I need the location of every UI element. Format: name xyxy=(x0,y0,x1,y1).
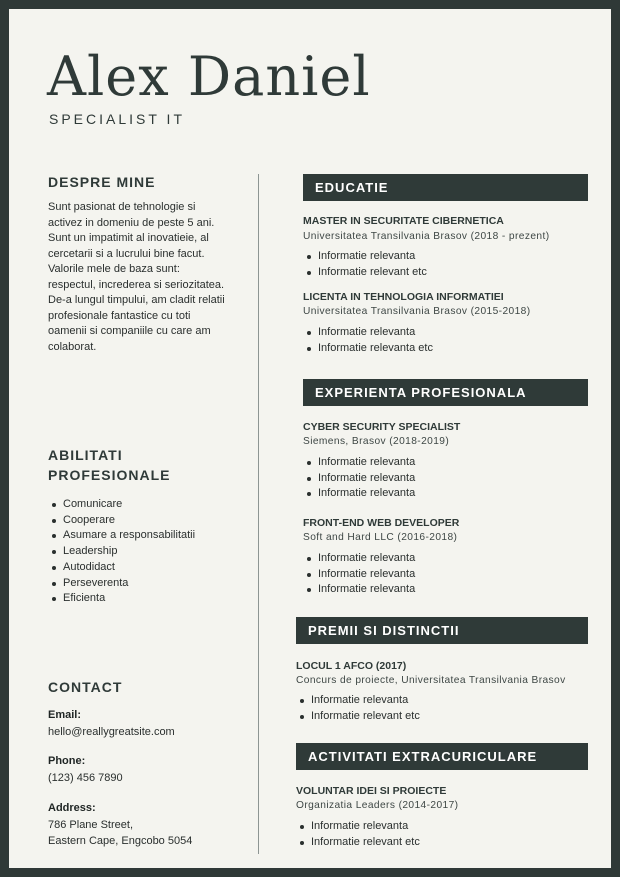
education-title: LICENTA IN TEHNOLOGIA INFORMATIEI xyxy=(303,291,504,303)
awards-bullets xyxy=(296,693,586,724)
activities-title: VOLUNTAR IDEI SI PROIECTE xyxy=(296,785,447,797)
activities-heading: ACTIVITATI EXTRACURICULARE xyxy=(296,743,588,770)
list-item: Informatie relevanta xyxy=(303,249,593,265)
skills-list xyxy=(48,497,248,607)
address-line2: Eastern Cape, Engcobo 5054 xyxy=(48,835,193,847)
resume-subtitle: SPECIALIST IT xyxy=(49,111,185,127)
education-subtitle: Universitatea Transilvania Brasov (2015-2018) xyxy=(303,306,531,317)
phone-value: (123) 456 7890 xyxy=(48,772,123,784)
skill-item: Eficienta xyxy=(48,591,248,607)
education-bullets xyxy=(303,249,593,280)
experience-title: FRONT-END WEB DEVELOPER xyxy=(303,517,460,529)
education-title: MASTER IN SECURITATE CIBERNETICA xyxy=(303,215,504,227)
awards-title: LOCUL 1 AFCO (2017) xyxy=(296,660,407,672)
skill-item: Perseverenta xyxy=(48,576,248,592)
education-bullets xyxy=(303,325,593,356)
about-heading: DESPRE MINE xyxy=(48,174,156,190)
experience-bullets xyxy=(303,455,593,502)
experience-bullets xyxy=(303,551,593,598)
list-item: Informatie relevanta xyxy=(303,551,593,567)
contact-heading: CONTACT xyxy=(48,679,123,695)
experience-subtitle: Siemens, Brasov (2018-2019) xyxy=(303,436,450,447)
list-item: Informatie relevanta xyxy=(303,455,593,471)
list-item: Informatie relevant etc xyxy=(303,265,593,281)
skill-item: Leadership xyxy=(48,544,248,560)
list-item: Informatie relevant etc xyxy=(296,709,586,725)
skill-item: Autodidact xyxy=(48,560,248,576)
resume-name: Alex Daniel xyxy=(47,45,371,108)
list-item: Informatie relevanta etc xyxy=(303,341,593,357)
list-item: Informatie relevanta xyxy=(303,486,593,502)
awards-subtitle: Concurs de proiecte, Universitatea Transilvania Brasov xyxy=(296,675,566,686)
skills-heading xyxy=(48,445,170,485)
list-item: Informatie relevant etc xyxy=(296,835,586,851)
skills-heading-line1: ABILITATI xyxy=(48,447,123,463)
list-item: Informatie relevanta xyxy=(303,567,593,583)
resume-page xyxy=(9,9,611,868)
activities-subtitle: Organizatia Leaders (2014-2017) xyxy=(296,800,459,811)
list-item: Informatie relevanta xyxy=(303,582,593,598)
list-item: Informatie relevanta xyxy=(303,325,593,341)
about-text: Sunt pasionat de tehnologie si activez in domeniu de peste 5 ani. Sunt un impatimit al inovatieie, al cercetarii si a lucrului bine facut. Valorile mele de baza sunt: respectul, increderea si seriozitatea. De-a lungul timpului, am cladit relatii profesionale fantastice cu toti oamenii si companiile cu care am colaborat. xyxy=(48,201,225,353)
education-heading: EDUCATIE xyxy=(303,174,588,201)
column-divider xyxy=(258,174,259,854)
email-label: Email: xyxy=(48,709,82,721)
experience-subtitle: Soft and Hard LLC (2016-2018) xyxy=(303,532,458,543)
experience-title: CYBER SECURITY SPECIALIST xyxy=(303,421,461,433)
list-item: Informatie relevanta xyxy=(303,471,593,487)
address-label: Address: xyxy=(48,802,96,814)
awards-heading: PREMII SI DISTINCTII xyxy=(296,617,588,644)
skill-item: Asumare a responsabilitatii xyxy=(48,528,248,544)
address-line1: 786 Plane Street, xyxy=(48,819,134,831)
email-value[interactable]: hello@reallygreatsite.com xyxy=(48,726,175,738)
skills-heading-line2: PROFESIONALE xyxy=(48,467,171,483)
activities-bullets xyxy=(296,819,586,850)
education-subtitle: Universitatea Transilvania Brasov (2018 - prezent) xyxy=(303,231,550,242)
skill-item: Comunicare xyxy=(48,497,248,513)
skill-item: Cooperare xyxy=(48,513,248,529)
list-item: Informatie relevanta xyxy=(296,693,586,709)
experience-heading: EXPERIENTA PROFESIONALA xyxy=(303,379,588,406)
phone-label: Phone: xyxy=(48,755,86,767)
list-item: Informatie relevanta xyxy=(296,819,586,835)
